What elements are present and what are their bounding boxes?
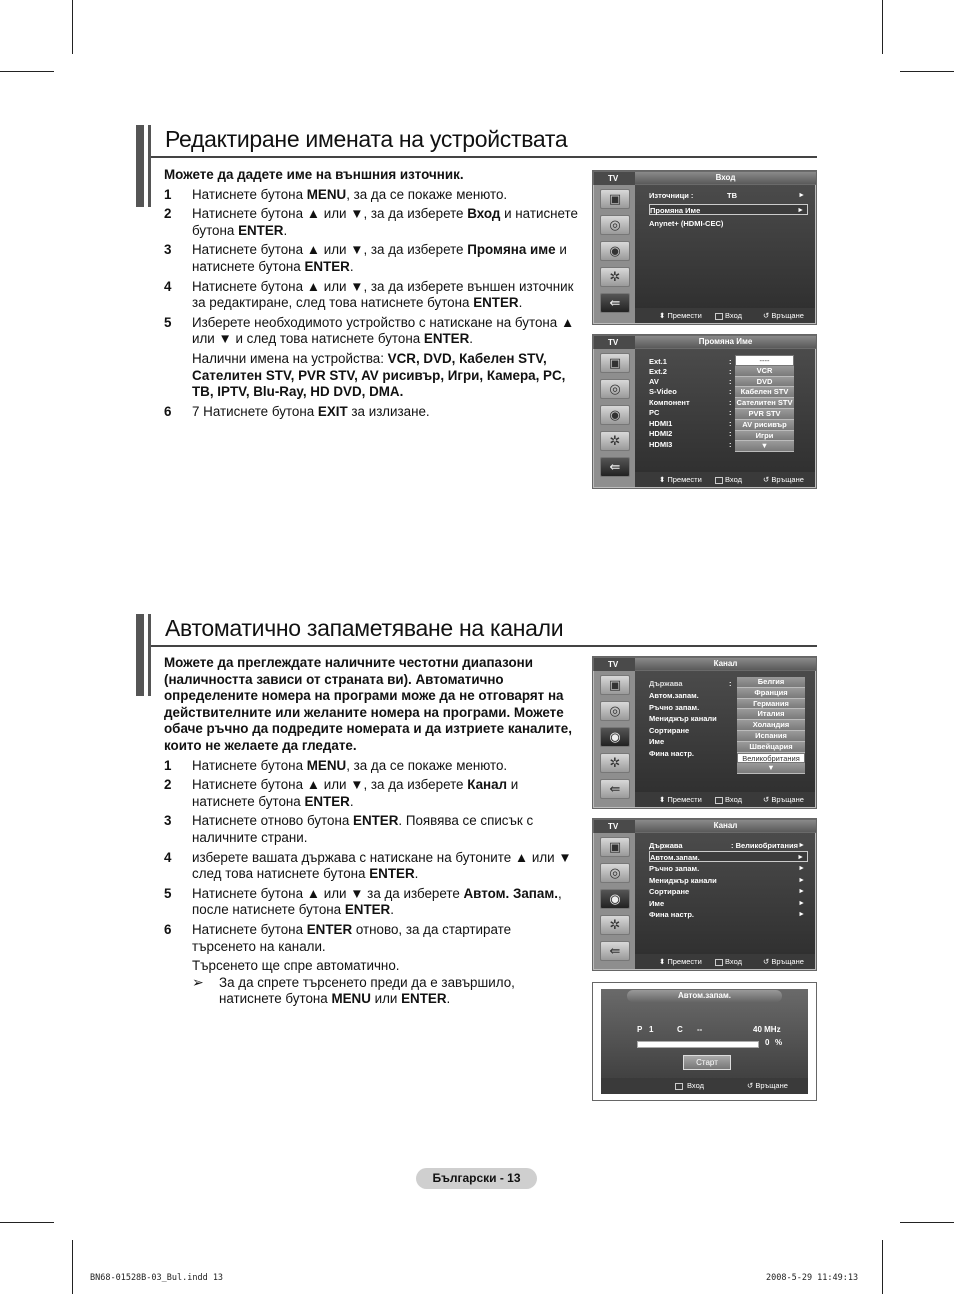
setup-icon[interactable]: ✲: [600, 431, 630, 451]
crop-mark: [882, 0, 883, 54]
section1-text: [164, 167, 584, 420]
osd-row[interactable]: Име ►: [649, 899, 805, 908]
input-icon[interactable]: ⇚: [600, 779, 630, 799]
list-item[interactable]: ----: [735, 355, 794, 366]
osd-row[interactable]: Ръчно запам. ►: [649, 864, 805, 873]
note: ➢ За да спрете търсенето преди да е завършило, натиснете бутона MENU или ENTER.: [192, 973, 515, 1007]
step: 3 Натиснете отново бутона ENTER. Появява се списък с наличните страни.: [164, 813, 534, 845]
percent-sign: %: [775, 1038, 783, 1047]
sound-icon[interactable]: ◎: [600, 863, 630, 883]
move-hint: ⬍ Премести: [659, 795, 702, 804]
device-name-list: [735, 355, 794, 452]
osd-edit-name-menu: [592, 334, 817, 489]
list-item[interactable]: Кабелен STV: [735, 387, 794, 398]
picture-icon[interactable]: ▣: [600, 837, 630, 857]
step: 3 Натиснете бутона ▲ или ▼, за да изберете Промяна име и натиснете бутона ENTER.: [164, 242, 567, 274]
step: 6 7 Натиснете бутона EXIT за излизане.: [164, 403, 430, 419]
osd-row-anynet[interactable]: Anynet+ (HDMI-CEC): [649, 219, 724, 228]
auto-stop-text: Търсенето ще спре автоматично.: [192, 958, 400, 974]
channel-icon[interactable]: ◉: [600, 889, 630, 909]
enter-icon: [715, 959, 723, 966]
heading-rule: [151, 156, 817, 158]
return-hint: ↺ Връщане: [763, 795, 804, 804]
step: 5 Изберете необходимото устройство с натискане на бутона ▲ или ▼ и след това натиснете бутона ENTER. Налични имена на устройства: VCR, DVD, Кабелен STV, Сателитен STV, PVR STV, AV рисивър, Игри, Камера, PC, ТВ, IPTV, Blu-Ray, HD DVD, DMA.: [164, 315, 584, 401]
list-item[interactable]: Игри: [735, 431, 794, 442]
crop-mark: [882, 1240, 883, 1294]
osd-row[interactable]: Фина настр. ►: [649, 910, 805, 919]
osd-row[interactable]: HDMI2 :: [649, 429, 732, 438]
country-list: [737, 677, 805, 774]
list-item[interactable]: Холандия: [737, 720, 805, 731]
list-item[interactable]: Италия: [737, 709, 805, 720]
print-slug-file: BN68-01528B-03_Bul.indd 13: [90, 1273, 224, 1283]
input-icon[interactable]: ⇚: [600, 941, 630, 961]
scroll-down-icon[interactable]: ▼: [735, 441, 794, 452]
osd-row-auto-store[interactable]: Автом.запам. ►: [649, 851, 808, 862]
osd-row[interactable]: PC :: [649, 408, 732, 417]
osd-tv-label: TV: [594, 658, 635, 671]
enter-icon: [715, 477, 723, 484]
osd-row-sources[interactable]: Източници : ТВ ►: [649, 191, 805, 200]
section-intro: Можете да преглеждате наличните честотни диапазони (наличността зависи от страната ви). Автоматично определените номера на програми може да не отговарят на действителните или желаните номера на програми. Можете обаче ръчно да подредите номерата и да изтриете каналите, които не желаете да гледате.: [164, 655, 572, 753]
return-hint: ↺ Връщане: [763, 311, 804, 320]
channel-icon[interactable]: ◉: [600, 405, 630, 425]
heading-bar: [136, 614, 144, 696]
list-item[interactable]: VCR: [735, 366, 794, 377]
section-title: Редактиране имената на устройствата: [165, 126, 568, 152]
input-icon[interactable]: ⇚: [600, 457, 630, 477]
setup-icon[interactable]: ✲: [600, 753, 630, 773]
osd-title: Канал: [635, 820, 816, 832]
osd-title: Канал: [635, 658, 816, 670]
osd-row[interactable]: AV :: [649, 377, 732, 386]
picture-icon[interactable]: ▣: [600, 353, 630, 373]
enter-hint: Вход: [715, 954, 742, 969]
step: 6 Натиснете бутона ENTER отново, за да стартирате търсенето на канали. Търсенето ще спре автоматично. ➢ За да спрете търсенето преди да е завършило, натиснете бутона MENU или ENTER.: [164, 922, 574, 1008]
osd-row[interactable]: Компонент :: [649, 398, 732, 407]
start-button[interactable]: Старт: [683, 1055, 731, 1070]
osd-row[interactable]: HDMI1 :: [649, 419, 732, 428]
channel-label: C: [677, 1025, 683, 1034]
step: 2 Натиснете бутона ▲ или ▼, за да изберете Вход и натиснете бутона ENTER.: [164, 206, 578, 238]
osd-title: Промяна Име: [635, 336, 816, 348]
crop-mark: [72, 1240, 73, 1294]
dialog-title: Автом.запам.: [627, 990, 782, 1002]
osd-icon-column: [594, 185, 635, 323]
enter-hint: Вход: [715, 472, 742, 487]
heading-bar: [148, 614, 151, 696]
osd-row[interactable]: Фина настр.: [649, 749, 695, 758]
osd-row[interactable]: Ext.1 :: [649, 357, 732, 366]
list-item[interactable]: Испания: [737, 731, 805, 742]
move-hint: ⬍ Премести: [659, 957, 702, 966]
return-hint: ↺ Връщане: [747, 1081, 788, 1090]
osd-row[interactable]: Ext.2 :: [649, 367, 732, 376]
osd-footer: [635, 472, 815, 487]
crop-mark: [900, 71, 954, 72]
osd-row[interactable]: Мениджър канали ►: [649, 876, 805, 885]
input-icon[interactable]: ⇚: [600, 293, 630, 313]
available-names: Налични имена на устройства: VCR, DVD, Кабелен STV, Сателитен STV, PVR STV, AV рисивър, Игри, Камера, PC, ТВ, IPTV, Blu-Ray, HD DVD, DMA.: [192, 350, 566, 400]
osd-row[interactable]: Име: [649, 737, 665, 746]
enter-hint: Вход: [715, 792, 742, 807]
osd-footer: [635, 954, 815, 969]
osd-row-edit-name[interactable]: Промяна Име ►: [649, 204, 808, 215]
channel-value: --: [697, 1025, 703, 1034]
crop-mark: [72, 0, 73, 54]
step: 4 Натиснете бутона ▲ или ▼, за да изберете външен източник за редактиране, след това натиснете бутона ENTER.: [164, 278, 574, 311]
step: 1 Натиснете бутона MENU, за да се покаже менюто.: [164, 186, 508, 202]
osd-icon-column: [594, 671, 635, 807]
heading-bar: [148, 125, 151, 207]
list-item[interactable]: Сателитен STV: [736, 398, 793, 408]
osd-icon-column: [594, 833, 635, 969]
frequency-value: 40 MHz: [753, 1025, 781, 1034]
note-arrow-icon: ➢: [192, 973, 204, 990]
osd-channel-menu: [592, 818, 817, 971]
enter-hint: Вход: [715, 308, 742, 323]
list-item[interactable]: Германия: [737, 699, 805, 710]
osd-row[interactable]: S-Video :: [649, 387, 732, 396]
section-intro: Можете да дадете име на външния източник.: [164, 167, 464, 182]
enter-icon: [715, 313, 723, 320]
print-slug-date: 2008-5-29 11:49:13: [766, 1273, 859, 1283]
move-hint: ⬍ Премести: [659, 475, 702, 484]
osd-row[interactable]: Държава :: [649, 679, 732, 688]
picture-icon[interactable]: ▣: [600, 189, 630, 209]
osd-row-country[interactable]: Държава : Великобритания ►: [649, 841, 805, 850]
step: 4 изберете вашата държава с натискане на бутоните ▲ или ▼ след това натиснете бутона ENTER.: [164, 849, 572, 882]
list-item[interactable]: PVR STV: [735, 409, 794, 420]
move-hint: ⬍ Премести: [659, 311, 702, 320]
setup-icon[interactable]: ✲: [600, 267, 630, 287]
heading-bar: [136, 125, 144, 207]
osd-title: Вход: [635, 172, 816, 184]
step: 1 Натиснете бутона MENU, за да се покаже менюто.: [164, 757, 508, 773]
progress-percent: 0: [765, 1038, 770, 1047]
osd-tv-label: TV: [594, 820, 635, 833]
return-hint: ↺ Връщане: [763, 475, 804, 484]
step: 5 Натиснете бутона ▲ или ▼ за да изберете Автом. Запам., после натиснете бутона ENTER.: [164, 885, 562, 918]
list-item[interactable]: Белгия: [737, 677, 805, 688]
list-item[interactable]: DVD: [735, 377, 794, 388]
heading-rule: [151, 645, 817, 647]
osd-footer: [635, 308, 815, 323]
channel-icon[interactable]: ◉: [600, 241, 630, 261]
osd-channel-country-list: [592, 656, 817, 809]
osd-row[interactable]: Сортиране ►: [649, 887, 805, 896]
osd-tv-label: TV: [594, 172, 635, 185]
sound-icon[interactable]: ◎: [600, 379, 630, 399]
list-item[interactable]: Швейцария: [737, 742, 805, 753]
crop-mark: [0, 1222, 54, 1223]
setup-icon[interactable]: ✲: [600, 915, 630, 935]
dialog-footer: [601, 1078, 808, 1094]
osd-row[interactable]: Ръчно запам.: [649, 703, 700, 712]
osd-row[interactable]: Автом.запам.: [649, 691, 699, 700]
section2-text: [164, 655, 574, 1008]
page-number-badge: Български - 13: [416, 1168, 537, 1189]
program-label: P: [637, 1025, 643, 1034]
osd-icon-column: [594, 349, 635, 487]
osd-footer: [635, 792, 815, 807]
enter-icon: [675, 1083, 683, 1090]
progress-bar: [637, 1041, 759, 1048]
list-item[interactable]: Франция: [737, 688, 805, 699]
scroll-down-icon[interactable]: ▼: [737, 763, 805, 774]
crop-mark: [900, 1222, 954, 1223]
enter-hint: Вход: [675, 1078, 704, 1094]
enter-icon: [715, 797, 723, 804]
channel-icon[interactable]: ◉: [600, 727, 630, 747]
return-hint: ↺ Връщане: [763, 957, 804, 966]
osd-tv-label: TV: [594, 336, 635, 349]
program-value: 1: [649, 1025, 654, 1034]
step: 2 Натиснете бутона ▲ или ▼, за да изберете Канал и натиснете бутона ENTER.: [164, 777, 519, 809]
osd-row[interactable]: Сортиране: [649, 726, 690, 735]
osd-row[interactable]: Мениджър канали: [649, 714, 717, 723]
auto-store-dialog: [592, 982, 817, 1101]
sound-icon[interactable]: ◎: [600, 215, 630, 235]
list-item[interactable]: AV рисивър: [735, 420, 794, 431]
crop-mark: [0, 71, 54, 72]
osd-row[interactable]: HDMI3 :: [649, 440, 732, 449]
list-item[interactable]: Великобритания: [737, 753, 805, 764]
picture-icon[interactable]: ▣: [600, 675, 630, 695]
osd-input-menu: [592, 170, 817, 325]
section-title: Автоматично запаметяване на канали: [165, 615, 564, 641]
sound-icon[interactable]: ◎: [600, 701, 630, 721]
